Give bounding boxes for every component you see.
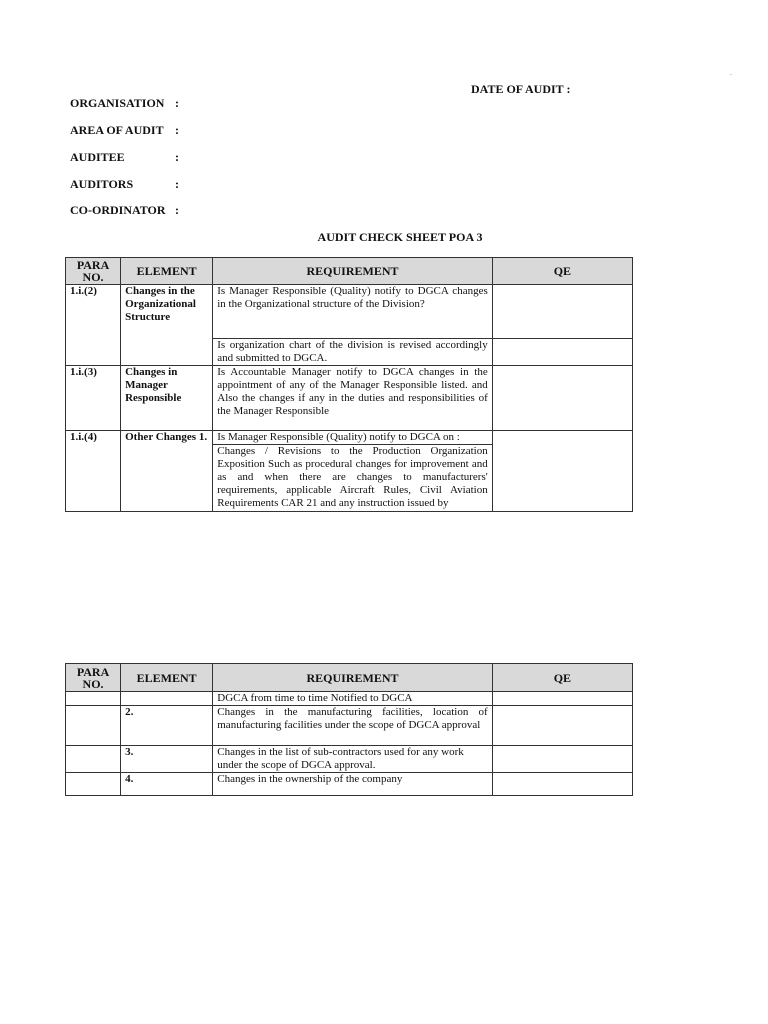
field-auditors [70, 177, 179, 192]
table-row [66, 431, 633, 445]
para-cell: 1.i.(2) [66, 285, 121, 366]
qe-cell[interactable] [492, 366, 632, 431]
field-area-of-audit [70, 123, 179, 138]
field-label: AREA OF AUDIT [70, 123, 164, 137]
col-header-requirement: REQUIREMENT [213, 664, 492, 692]
field-organisation [70, 96, 179, 111]
qe-cell[interactable] [492, 285, 632, 339]
requirement-cell: Is organization chart of the division is revised accordingly and submitted to DGCA. [213, 339, 492, 366]
para-cell [66, 746, 121, 773]
para-cell: 1.i.(4) [66, 431, 121, 512]
field-colon: : [175, 177, 179, 191]
requirement-cell: Is Accountable Manager notify to DGCA changes in the appointment of any of the Manager Responsible listed. and Also the changes if any in the duties and responsibilities of the Manager Responsible [213, 366, 492, 431]
field-colon: : [175, 150, 179, 164]
col-header-requirement: REQUIREMENT [213, 258, 492, 285]
table-row [66, 692, 633, 706]
element-cell: Other Changes 1. [121, 431, 213, 512]
element-cell: Changes in Manager Responsible [121, 366, 213, 431]
field-colon: : [175, 123, 179, 137]
requirement-cell: DGCA from time to time Notified to DGCA [213, 692, 492, 706]
qe-cell[interactable] [492, 706, 632, 746]
field-label: CO-ORDINATOR [70, 203, 166, 217]
col-header-qe: QE [492, 664, 632, 692]
table-row [66, 746, 633, 773]
field-colon: : [175, 203, 179, 217]
qe-cell[interactable] [492, 692, 632, 706]
date-of-audit-label: DATE OF AUDIT : [471, 82, 571, 96]
col-header-para: PARA NO. [66, 258, 121, 285]
audit-table-1 [65, 257, 633, 512]
table-row [66, 285, 633, 339]
requirement-cell [213, 445, 492, 512]
field-co-ordinator [70, 203, 179, 218]
qe-cell[interactable] [492, 746, 632, 773]
qe-cell[interactable] [492, 339, 632, 366]
field-label: ORGANISATION [70, 96, 165, 110]
table-header-row [66, 664, 633, 692]
table-header-row [66, 258, 633, 285]
element-cell: 3. [121, 746, 213, 773]
col-header-qe: QE [492, 258, 632, 285]
element-cell [121, 692, 213, 706]
col-header-para: PARA NO. [66, 664, 121, 692]
requirement-cell: Is Manager Responsible (Quality) notify to DGCA changes in the Organizational structure of the Division? [213, 285, 492, 339]
qe-cell[interactable] [492, 773, 632, 796]
para-cell [66, 706, 121, 746]
field-auditee [70, 150, 179, 165]
corner-mark: . [730, 68, 732, 77]
para-cell [66, 773, 121, 796]
requirement-cell: Changes in the manufacturing facilities, location of manufacturing facilities under the scope of DGCA approval [213, 706, 492, 746]
col-header-element: ELEMENT [121, 258, 213, 285]
para-cell: 1.i.(3) [66, 366, 121, 431]
requirement-cell: Is Manager Responsible (Quality) notify to DGCA on : [213, 431, 492, 445]
field-colon: : [175, 96, 179, 110]
field-label: AUDITORS [70, 177, 134, 191]
table-row [66, 366, 633, 431]
audit-table-2 [65, 663, 633, 796]
element-cell: Changes in the Organizational Structure [121, 285, 213, 366]
requirement-cell: Changes in the list of sub-contractors used for any work under the scope of DGCA approval. [213, 746, 492, 773]
requirement-text: Changes / Revisions to the Production Organization Exposition Such as procedural changes for improvement and as and when there are changes to manufacturers' requirements, applicable Aircraft Rules, Civil Aviation Requirements CAR 21 and any instruction issued by [217, 445, 488, 509]
qe-cell[interactable] [492, 431, 632, 512]
field-label: AUDITEE [70, 150, 125, 164]
table-row [66, 773, 633, 796]
element-cell: 2. [121, 706, 213, 746]
para-cell [66, 692, 121, 706]
table-row [66, 706, 633, 746]
col-header-element: ELEMENT [121, 664, 213, 692]
sheet-title: AUDIT CHECK SHEET POA 3 [317, 230, 483, 244]
requirement-cell: Changes in the ownership of the company [213, 773, 492, 796]
element-cell: 4. [121, 773, 213, 796]
